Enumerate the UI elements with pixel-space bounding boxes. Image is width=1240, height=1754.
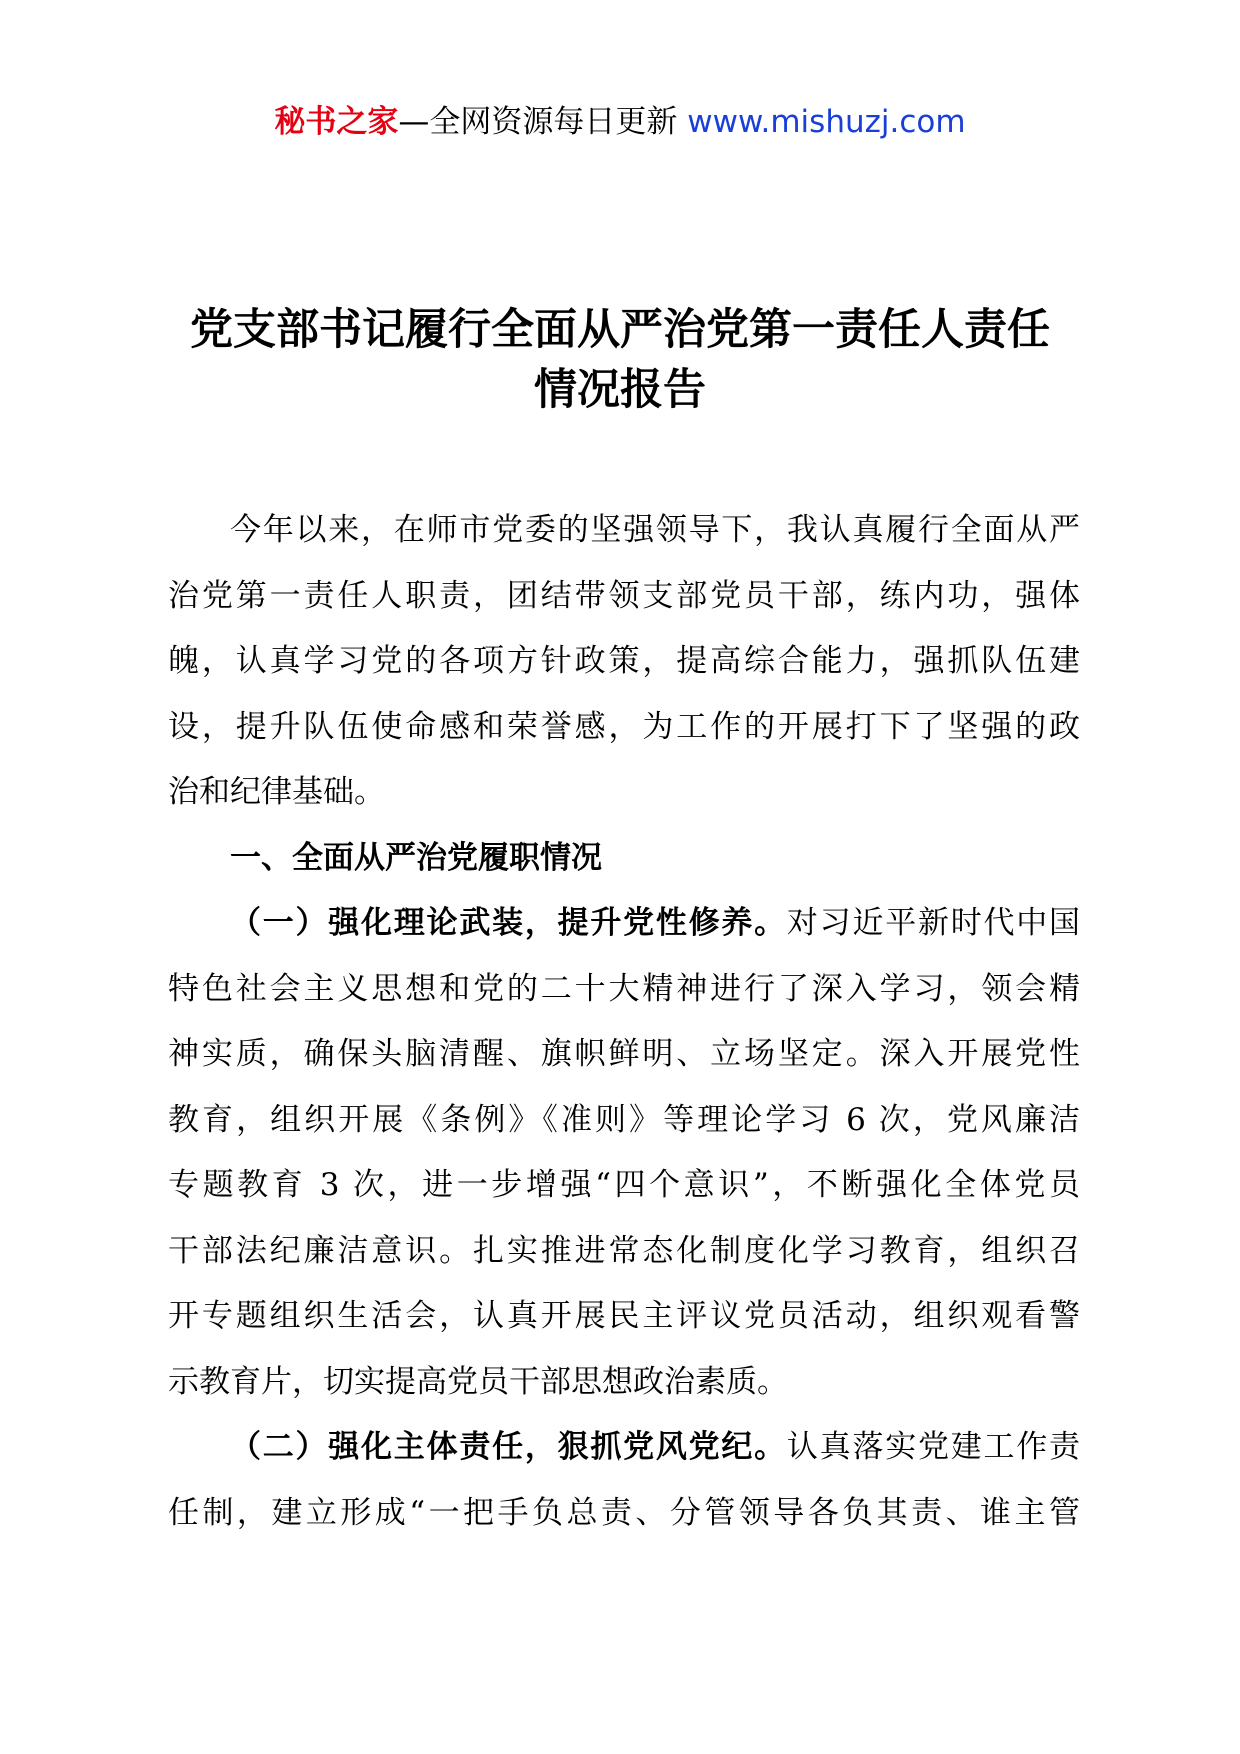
banner-slogan: —全网资源每日更新 [398, 104, 688, 140]
body-line: 治和纪律基础。 [168, 774, 385, 810]
title-line-2: 情况报告 [534, 365, 706, 415]
subsection-first-line [168, 891, 1080, 957]
body-line: 特色社会主义思想和党的二十大精神进行了深入学习，领会精 [168, 970, 1080, 1007]
body-line: 任制，建立形成“一把手负总责、分管领导各负其责、谁主管 [168, 1494, 1080, 1531]
body-line: 开专题组织生活会，认真开展民主评议党员活动，组织观看警 [168, 1298, 1080, 1334]
document-title [160, 300, 1080, 420]
body-line: 设，提升队伍使命感和荣誉感，为工作的开展打下了坚强的政 [168, 708, 1080, 745]
body-line: 干部法纪廉洁意识。扎实推进常态化制度化学习教育，组织召 [168, 1232, 1080, 1269]
banner-brand: 秘书之家 [274, 104, 399, 140]
body-text: 对习近平新时代中国 [786, 905, 1081, 941]
title-line-1: 党支部书记履行全面从严治党第一责任人责任 [190, 305, 1050, 355]
body-text: 认真落实党建工作责 [786, 1429, 1081, 1465]
banner-url[interactable]: www.mishuzj.com [687, 104, 966, 140]
subsection-heading: （二）强化主体责任，狠抓党风党纪。 [230, 1429, 787, 1465]
section-heading: 一、全面从严治党履职情况 [230, 839, 602, 876]
body-line: 今年以来，在师市党委的坚强领导下，我认真履行全面从严 [230, 512, 1080, 548]
body-line: 示教育片，切实提高党员干部思想政治素质。 [168, 1363, 788, 1400]
body-line: 教育，组织开展《条例》《准则》等理论学习 6 次，党风廉洁 [168, 1101, 1080, 1138]
body-line: 治党第一责任人职责，团结带领支部党员干部，练内功，强体 [168, 577, 1080, 614]
site-banner [0, 100, 1240, 144]
document-body [168, 498, 1080, 1546]
subsection-first-line [168, 1415, 1080, 1481]
subsection-heading: （一）强化理论武装，提升党性修养。 [230, 905, 787, 941]
body-line: 魄，认真学习党的各项方针政策，提高综合能力，强抓队伍建 [168, 643, 1080, 679]
body-line: 专题教育 3 次，进一步增强“四个意识”，不断强化全体党员 [168, 1167, 1080, 1203]
body-line: 神实质，确保头脑清醒、旗帜鲜明、立场坚定。深入开展党性 [168, 1036, 1080, 1072]
